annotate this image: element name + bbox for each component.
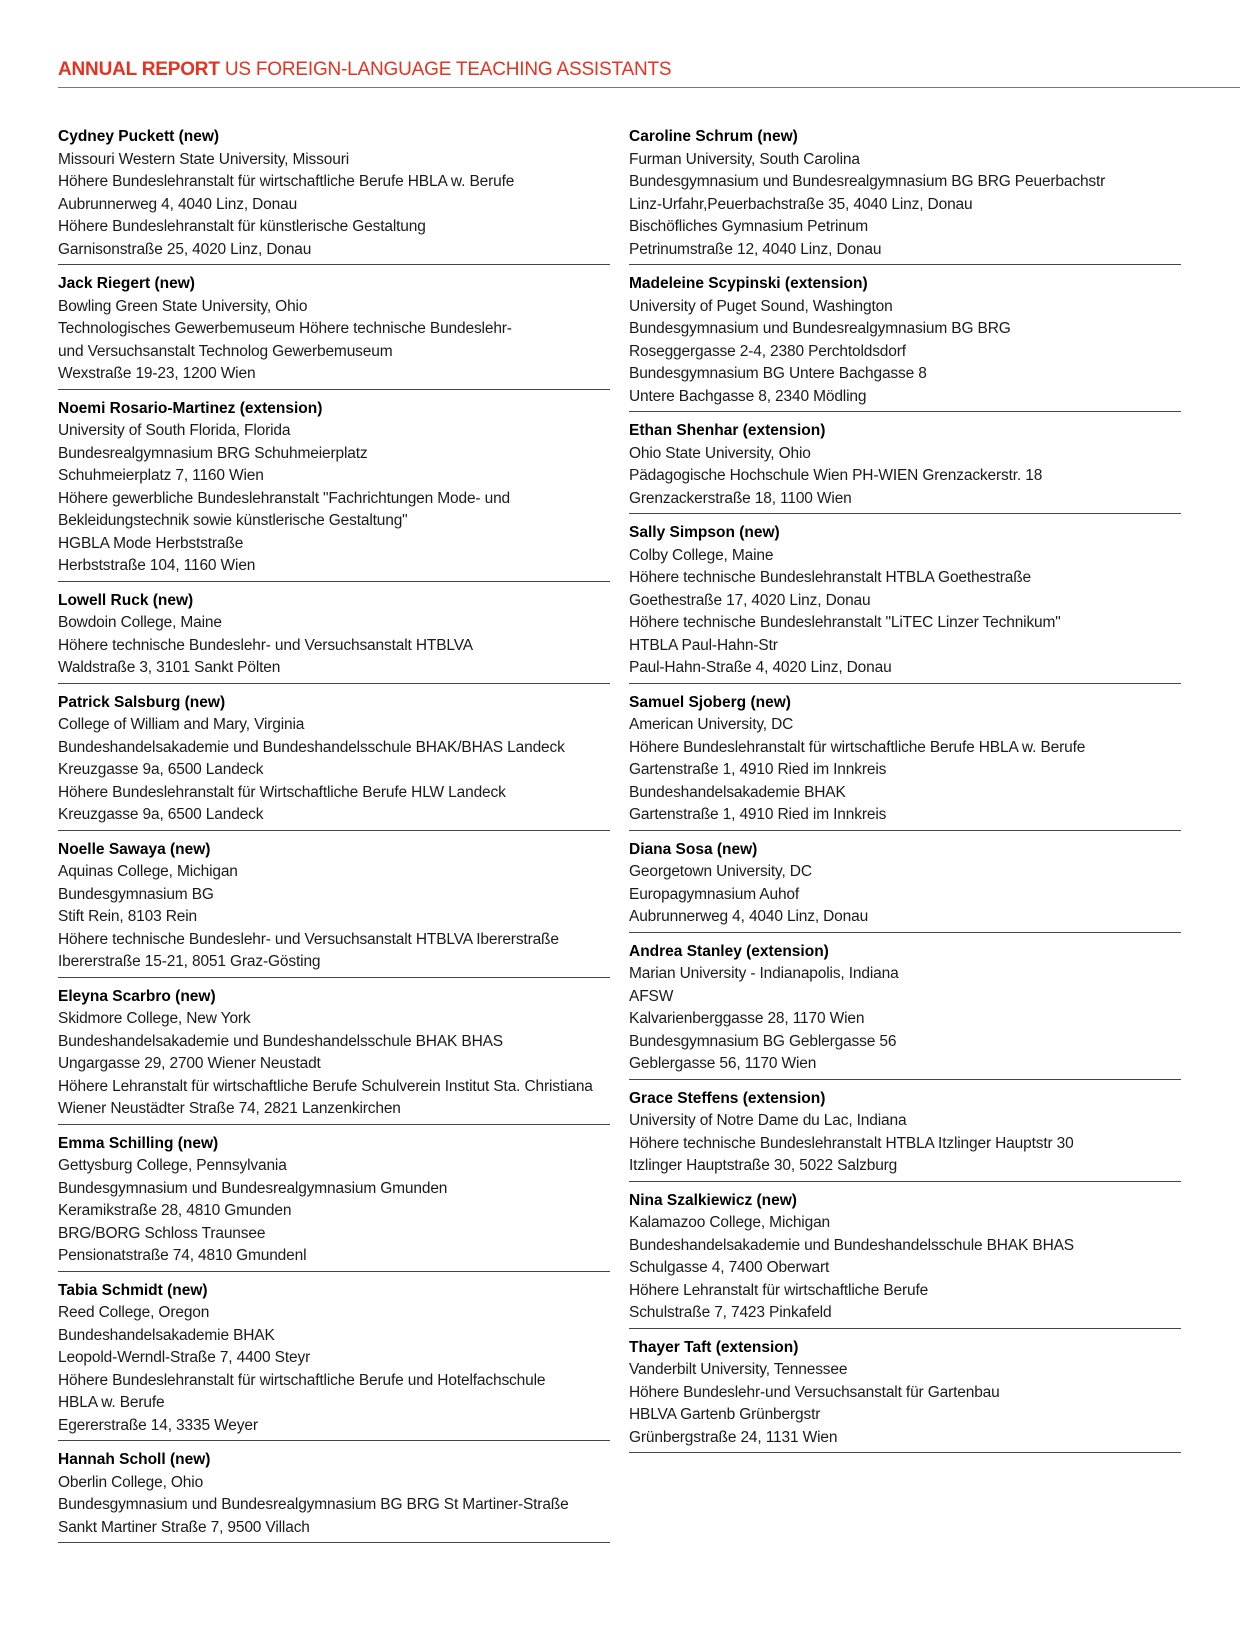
assistant-entry bbox=[629, 271, 1181, 412]
entry-detail-line: Bundeshandelsakademie BHAK bbox=[58, 1326, 275, 1344]
assistant-name: Caroline Schrum (new) bbox=[629, 128, 798, 145]
entry-detail-line: Europagymnasium Auhof bbox=[629, 885, 800, 903]
entry-detail-line: und Versuchsanstalt Technolog Gewerbemuseum bbox=[58, 342, 393, 360]
assistant-entry bbox=[58, 124, 610, 265]
entry-detail-line: Bundesgymnasium und Bundesrealgymnasium BG BRG St Martiner-Straße bbox=[58, 1496, 569, 1513]
assistant-entry bbox=[58, 1131, 610, 1272]
assistant-entry bbox=[58, 396, 610, 582]
entry-detail-line: AFSW bbox=[629, 987, 674, 1005]
entry-detail-line: Höhere Bundeslehranstalt für wirtschaftliche Berufe HBLA w. Berufe bbox=[58, 173, 515, 190]
entry-detail-line: University of Puget Sound, Washington bbox=[629, 297, 893, 315]
entry-detail-line: Höhere Lehranstalt für wirtschaftliche Berufe bbox=[629, 1281, 929, 1299]
assistant-entry bbox=[58, 271, 610, 390]
entry-detail-line: HGBLA Mode Herbststraße bbox=[58, 534, 244, 552]
entry-detail-line: Grenzackerstraße 18, 1100 Wien bbox=[629, 489, 852, 507]
assistant-name: Ethan Shenhar (extension) bbox=[629, 422, 826, 439]
entry-detail-line: Höhere Bundeslehranstalt für wirtschaftliche Berufe HBLA w. Berufe bbox=[629, 738, 1086, 756]
entry-detail-line: Bundesgymnasium und Bundesrealgymnasium Gmunden bbox=[58, 1179, 448, 1197]
entry-detail-line: Höhere technische Bundeslehranstalt "LiTEC Linzer Technikum" bbox=[629, 614, 1061, 631]
entry-detail-line: Bundesgymnasium BG Geblergasse 56 bbox=[629, 1032, 897, 1050]
entry-detail-line: Höhere Bundeslehr-und Versuchsanstalt für Gartenbau bbox=[629, 1383, 1000, 1401]
entry-detail-line: Furman University, South Carolina bbox=[629, 150, 860, 168]
entry-detail-line: BRG/BORG Schloss Traunsee bbox=[58, 1224, 266, 1242]
assistant-entry bbox=[58, 837, 610, 978]
entry-detail-line: Itzlinger Hauptstraße 30, 5022 Salzburg bbox=[629, 1157, 898, 1174]
entry-detail-line: Bischöfliches Gymnasium Petrinum bbox=[629, 218, 868, 235]
assistant-entry bbox=[629, 124, 1181, 265]
entry-detail-line: Untere Bachgasse 8, 2340 Mödling bbox=[629, 387, 867, 405]
entry-detail-line: Waldstraße 3, 3101 Sankt Pölten bbox=[58, 659, 281, 676]
entry-detail-line: Bundesgymnasium und Bundesrealgymnasium BG BRG bbox=[629, 320, 1011, 337]
assistant-entry bbox=[629, 418, 1181, 514]
assistant-name: Thayer Taft (extension) bbox=[629, 1338, 799, 1356]
right-column bbox=[629, 124, 1181, 1459]
entry-detail-line: Schulstraße 7, 7423 Pinkafeld bbox=[629, 1304, 832, 1321]
entry-detail-line: Höhere Bundeslehranstalt für wirtschaftliche Berufe und Hotelfachschule bbox=[58, 1371, 546, 1389]
entry-detail-line: Oberlin College, Ohio bbox=[58, 1473, 204, 1491]
header-divider bbox=[58, 87, 1240, 88]
entry-detail-line: Höhere technische Bundeslehr- und Versuchsanstalt HTBLVA Ibererstraße bbox=[58, 930, 559, 948]
entry-detail-line: University of Notre Dame du Lac, Indiana bbox=[629, 1112, 907, 1129]
assistant-name: Patrick Salsburg (new) bbox=[58, 693, 226, 711]
entry-detail-line: Bowling Green State University, Ohio bbox=[58, 297, 308, 315]
entry-detail-line: Linz-Urfahr,Peuerbachstraße 35, 4040 Linz, Donau bbox=[629, 195, 973, 213]
entry-detail-line: Bundeshandelsakademie BHAK bbox=[629, 783, 846, 801]
entry-detail-line: Schuhmeierplatz 7, 1160 Wien bbox=[58, 467, 264, 484]
entry-detail-line: Aquinas College, Michigan bbox=[58, 863, 238, 880]
entry-detail-line: Keramikstraße 28, 4810 Gmunden bbox=[58, 1202, 292, 1219]
entry-detail-line: Roseggergasse 2-4, 2380 Perchtoldsdorf bbox=[629, 342, 906, 360]
entry-detail-line: Reed College, Oregon bbox=[58, 1304, 210, 1321]
assistant-entry bbox=[629, 520, 1181, 684]
entry-detail-line: Bekleidungstechnik sowie künstlerische Gestaltung" bbox=[58, 512, 408, 529]
entry-detail-line: Missouri Western State University, Missouri bbox=[58, 150, 349, 168]
entry-detail-line: Gartenstraße 1, 4910 Ried im Innkreis bbox=[629, 761, 887, 778]
entry-detail-line: Sankt Martiner Straße 7, 9500 Villach bbox=[58, 1518, 310, 1536]
entry-detail-line: Höhere Bundeslehranstalt für künstlerische Gestaltung bbox=[58, 218, 426, 235]
entry-detail-line: Garnisonstraße 25, 4020 Linz, Donau bbox=[58, 240, 312, 258]
entry-detail-line: Höhere Lehranstalt für wirtschaftliche Berufe Schulverein Institut Sta. Christiana bbox=[58, 1077, 593, 1095]
assistant-name: Noemi Rosario-Martinez (extension) bbox=[58, 399, 323, 417]
entry-detail-line: Georgetown University, DC bbox=[629, 863, 812, 880]
assistant-entry bbox=[629, 939, 1181, 1080]
assistant-name: Grace Steffens (extension) bbox=[629, 1089, 826, 1107]
entry-detail-line: Höhere technische Bundeslehr- und Versuchsanstalt HTBLVA bbox=[58, 636, 473, 654]
entry-detail-line: Skidmore College, New York bbox=[58, 1010, 251, 1027]
assistant-name: Noelle Sawaya (new) bbox=[58, 840, 211, 858]
entry-detail-line: Kalvarienberggasse 28, 1170 Wien bbox=[629, 1010, 865, 1027]
entry-detail-line: Bundesgymnasium BG Untere Bachgasse 8 bbox=[629, 365, 927, 382]
assistant-name: Lowell Ruck (new) bbox=[58, 591, 194, 609]
entry-detail-line: Bundeshandelsakademie und Bundeshandelsschule BHAK/BHAS Landeck bbox=[58, 738, 565, 756]
assistant-entry bbox=[58, 690, 610, 831]
entry-detail-line: Höhere technische Bundeslehranstalt HTBLA Goethestraße bbox=[629, 569, 1032, 586]
assistant-name: Eleyna Scarbro (new) bbox=[58, 987, 216, 1005]
entry-detail-line: Kalamazoo College, Michigan bbox=[629, 1214, 831, 1231]
assistant-entry bbox=[58, 1278, 610, 1442]
assistant-name: Madeleine Scypinski (extension) bbox=[629, 275, 868, 292]
entry-detail-line: Bundesrealgymnasium BRG Schuhmeierplatz bbox=[58, 444, 368, 462]
entry-detail-line: Ohio State University, Ohio bbox=[629, 444, 811, 462]
assistant-name: Emma Schilling (new) bbox=[58, 1134, 219, 1152]
assistant-entry bbox=[629, 1188, 1181, 1329]
entry-detail-line: Kreuzgasse 9a, 6500 Landeck bbox=[58, 761, 264, 778]
assistant-entry bbox=[629, 690, 1181, 831]
entry-detail-line: Grünbergstraße 24, 1131 Wien bbox=[629, 1428, 838, 1446]
entry-detail-line: Bundesgymnasium und Bundesrealgymnasium BG BRG Peuerbachstr bbox=[629, 173, 1106, 190]
entry-detail-line: Pädagogische Hochschule Wien PH-WIEN Grenzackerstr. 18 bbox=[629, 467, 1043, 484]
entry-detail-line: American University, DC bbox=[629, 716, 794, 733]
entry-detail-line: Leopold-Werndl-Straße 7, 4400 Steyr bbox=[58, 1349, 311, 1366]
entry-detail-line: Ungargasse 29, 2700 Wiener Neustadt bbox=[58, 1055, 321, 1072]
entry-detail-line: Geblergasse 56, 1170 Wien bbox=[629, 1055, 817, 1072]
assistant-entry bbox=[58, 984, 610, 1125]
entry-detail-line: College of William and Mary, Virginia bbox=[58, 716, 305, 733]
entry-detail-line: Kreuzgasse 9a, 6500 Landeck bbox=[58, 806, 264, 823]
entry-detail-line: Vanderbilt University, Tennessee bbox=[629, 1361, 848, 1378]
entry-detail-line: HTBLA Paul-Hahn-Str bbox=[629, 636, 778, 654]
assistant-entry bbox=[629, 837, 1181, 933]
assistant-name: Cydney Puckett (new) bbox=[58, 128, 220, 145]
assistant-entry bbox=[629, 1086, 1181, 1182]
entry-detail-line: Höhere technische Bundeslehranstalt HTBLA Itzlinger Hauptstr 30 bbox=[629, 1134, 1074, 1152]
entry-detail-line: Gartenstraße 1, 4910 Ried im Innkreis bbox=[629, 806, 887, 823]
assistant-name: Sally Simpson (new) bbox=[629, 524, 780, 541]
entry-detail-line: Pensionatstraße 74, 4810 Gmundenl bbox=[58, 1247, 307, 1264]
entry-detail-line: Bundeshandelsakademie und Bundeshandelsschule BHAK BHAS bbox=[58, 1032, 503, 1050]
entry-detail-line: Egererstraße 14, 3335 Weyer bbox=[58, 1416, 258, 1434]
entry-detail-line: Stift Rein, 8103 Rein bbox=[58, 908, 198, 925]
header-title-rest: US FOREIGN-LANGUAGE TEACHING ASSISTANTS bbox=[224, 59, 672, 80]
entry-detail-line: Höhere gewerbliche Bundeslehranstalt "Fachrichtungen Mode- und bbox=[58, 489, 511, 507]
entry-detail-line: Ibererstraße 15-21, 8051 Graz-Gösting bbox=[58, 953, 321, 970]
entry-detail-line: Technologisches Gewerbemuseum Höhere technische Bundeslehr- bbox=[58, 320, 512, 337]
assistant-name: Hannah Scholl (new) bbox=[58, 1451, 211, 1468]
entry-detail-line: HBLA w. Berufe bbox=[58, 1394, 165, 1411]
entry-detail-line: Goethestraße 17, 4020 Linz, Donau bbox=[629, 591, 871, 609]
entry-detail-line: Bundesgymnasium BG bbox=[58, 885, 214, 903]
entry-detail-line: Herbststraße 104, 1160 Wien bbox=[58, 557, 256, 574]
entry-detail-line: Paul-Hahn-Straße 4, 4020 Linz, Donau bbox=[629, 659, 892, 676]
entry-detail-line: HBLVA Gartenb Grünbergstr bbox=[629, 1406, 821, 1423]
assistant-name: Diana Sosa (new) bbox=[629, 840, 758, 858]
page-header bbox=[58, 58, 671, 82]
entry-detail-line: Höhere Bundeslehranstalt für Wirtschaftliche Berufe HLW Landeck bbox=[58, 783, 506, 801]
entry-detail-line: Bowdoin College, Maine bbox=[58, 614, 222, 631]
assistant-name: Tabia Schmidt (new) bbox=[58, 1281, 208, 1299]
entry-detail-line: Aubrunnerweg 4, 4040 Linz, Donau bbox=[58, 195, 298, 213]
entry-detail-line: Gettysburg College, Pennsylvania bbox=[58, 1157, 287, 1174]
header-title-bold: ANNUAL REPORT bbox=[58, 59, 220, 80]
assistant-name: Samuel Sjoberg (new) bbox=[629, 693, 791, 711]
assistant-name: Andrea Stanley (extension) bbox=[629, 942, 829, 960]
entry-detail-line: Colby College, Maine bbox=[629, 546, 774, 564]
entry-detail-line: Schulgasse 4, 7400 Oberwart bbox=[629, 1259, 830, 1276]
assistant-name: Jack Riegert (new) bbox=[58, 275, 195, 292]
left-column bbox=[58, 124, 610, 1549]
assistant-entry bbox=[58, 588, 610, 684]
entry-detail-line: Wiener Neustädter Straße 74, 2821 Lanzenkirchen bbox=[58, 1100, 401, 1117]
entry-detail-line: Marian University - Indianapolis, Indiana bbox=[629, 965, 899, 982]
entry-detail-line: Wexstraße 19-23, 1200 Wien bbox=[58, 365, 256, 382]
assistant-name: Nina Szalkiewicz (new) bbox=[629, 1191, 797, 1209]
assistant-entry bbox=[629, 1335, 1181, 1454]
entry-detail-line: University of South Florida, Florida bbox=[58, 422, 291, 439]
assistant-entry bbox=[58, 1447, 610, 1543]
entry-detail-line: Aubrunnerweg 4, 4040 Linz, Donau bbox=[629, 908, 869, 925]
entry-detail-line: Bundeshandelsakademie und Bundeshandelsschule BHAK BHAS bbox=[629, 1236, 1074, 1254]
entry-detail-line: Petrinumstraße 12, 4040 Linz, Donau bbox=[629, 240, 882, 258]
